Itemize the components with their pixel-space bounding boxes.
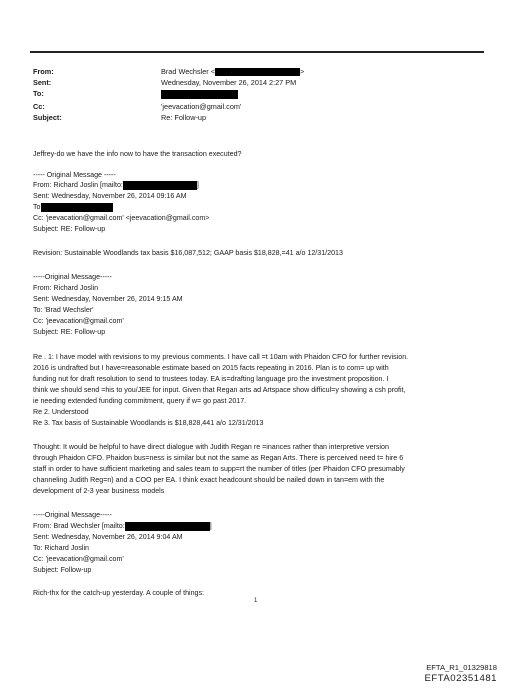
redaction-box xyxy=(41,203,113,212)
quoted-subject-line: Subject: RE: Follow-up xyxy=(33,328,106,336)
redaction-box xyxy=(123,181,197,190)
quoted-to-line xyxy=(33,202,113,212)
body-line: 2016 is undrafted but I have=reasonable estimate based on 2015 facts repeating in 2016. Plan is to com= up with xyxy=(33,364,389,372)
body-line: Thought: It would be helpful to have direct dialogue with Judith Regan re =inances rather than interpretive version xyxy=(33,443,389,451)
quoted-from-bracket: ] xyxy=(209,522,212,530)
from-label: From: xyxy=(33,67,54,76)
body-line: Re 3. Tax basis of Sustainable Woodlands is $18,828,441 a/o 12/31/2013 xyxy=(33,419,264,427)
body-line: Revision: Sustainable Woodlands tax basis $16,087,512; GAAP basis $18,828,=41 a/o 12/31/2013 xyxy=(33,249,343,257)
quoted-header-line: ----- Original Message ----- xyxy=(33,171,116,179)
quoted-header-line: -----Original Message----- xyxy=(33,273,112,281)
quoted-from-bracket: ] xyxy=(196,181,199,189)
bates-number: EFTA02351481 xyxy=(424,673,497,684)
redaction-box xyxy=(215,68,300,76)
redaction-box xyxy=(125,522,210,531)
quoted-sent-line: Sent: Wednesday, November 26, 2014 09:16 AM xyxy=(33,192,187,200)
from-name: Brad Wechsler < xyxy=(161,67,216,76)
from-value xyxy=(161,67,304,77)
quoted-cc-line: Cc: 'jeevacation@gmail.com' xyxy=(33,317,124,325)
quoted-cc-line: Cc: 'jeevacation@gmail.com' <jeevacation@gmail.com> xyxy=(33,214,210,222)
quoted-sent-line: Sent: Wednesday, November 26, 2014 9:04 AM xyxy=(33,533,183,541)
sent-label: Sent: xyxy=(33,78,52,87)
body-line: ie needing extended funding commitment, query if w= go past 2017. xyxy=(33,397,247,405)
quoted-cc-line: Cc: 'jeevacation@gmail.com' xyxy=(33,555,124,563)
to-label: To: xyxy=(33,89,44,98)
quoted-subject-line: Subject: Follow-up xyxy=(33,566,92,574)
quoted-from-line xyxy=(33,521,212,531)
from-bracket: > xyxy=(300,67,305,76)
quoted-to-text: To xyxy=(33,203,41,211)
body-line: development of 2-3 year business models xyxy=(33,487,165,495)
body-line: Jeffrey-do we have the info now to have the transaction executed? xyxy=(33,150,242,158)
body-line: channeling Judith Reg=n) and a COO per EA. I think exact headcount should be nailed down in tan=em with the xyxy=(33,476,385,484)
quoted-subject-line: Subject: RE: Follow-up xyxy=(33,225,106,233)
quoted-header-line: -----Original Message----- xyxy=(33,511,112,519)
body-line: Re . 1: I have model with revisions to my previous comments. I have call =t 10am with Phaidon CFO for further revision. xyxy=(33,353,409,361)
subject-label: Subject: xyxy=(33,113,62,122)
body-line: through Phaidon CFO. Phaidon bus=ness is similar but not the same as Regan Arts. There is perceived need t= hire 6 xyxy=(33,454,404,462)
redaction-box xyxy=(161,90,238,99)
to-value xyxy=(161,89,238,99)
quoted-to-line: To: Richard Joslin xyxy=(33,544,89,552)
sent-value: Wednesday, November 26, 2014 2:27 PM xyxy=(161,78,297,87)
body-line: Re 2. Understood xyxy=(33,408,89,416)
quoted-from-text: From: Brad Wechsler [mailto: xyxy=(33,522,125,530)
body-line: think we should send =his to you/JEE for input. Given that Regan arts ad Artspace show difficul=y showing a csh profit, xyxy=(33,386,406,394)
top-rule xyxy=(30,51,484,53)
quoted-from-text: From: Richard Joslin [mailto: xyxy=(33,181,123,189)
cc-value: 'jeevacation@gmail.com' xyxy=(161,102,242,111)
body-line: Rich-thx for the catch-up yesterday. A couple of things: xyxy=(33,589,204,597)
quoted-from-line xyxy=(33,180,199,190)
bates-number-small: EFTA_R1_01329818 xyxy=(426,663,497,672)
quoted-from-line: From: Richard Joslin xyxy=(33,284,99,292)
cc-label: Cc: xyxy=(33,102,45,111)
page-number: 1 xyxy=(254,598,258,604)
body-line: funding nut for draft resolution to send to trustees today. EA is=drafting language pro the investment proposition. I xyxy=(33,375,389,383)
quoted-to-line: To: 'Brad Wechsler' xyxy=(33,306,94,314)
quoted-sent-line: Sent: Wednesday, November 26, 2014 9:15 AM xyxy=(33,295,183,303)
body-line: staff in order to have sufficient marketing and sales team to supp=rt the number of titles (per Phaidon CFO presumably xyxy=(33,465,405,473)
subject-value: Re: Follow-up xyxy=(161,113,207,122)
